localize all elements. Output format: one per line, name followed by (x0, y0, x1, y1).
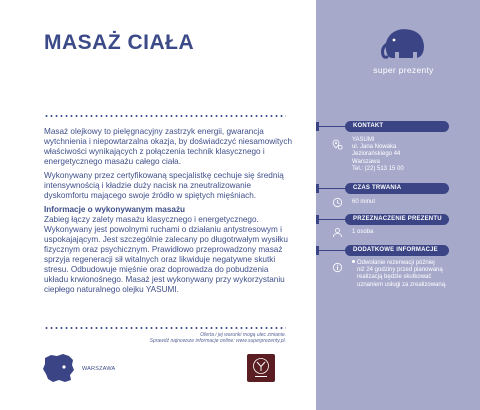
contact-details (352, 137, 404, 173)
description-paragraph: Wykonywany przez certyfikowaną specjalistkę cechuje się średnią intensywnością i kładzie duży nacisk na zneutralizowanie dyskomfortu mającego swoje źródło w spiętych mięśniach. (44, 171, 284, 200)
city-label: WARSZAWA (82, 366, 116, 372)
description (44, 127, 294, 299)
footnote-line: Oferta i jej warunki mogą ulec zmianie. (200, 332, 286, 338)
contact-line: Warszawa (352, 158, 380, 165)
recipients-section-label: PRZEZNACZENIE PREZENTU (353, 216, 442, 222)
details-paragraph: Zabieg łączy zalety masażu klasycznego i energetycznego. Wykonywany jest powolnymi ruchami o działaniu antystresowym i uspokajającym. Jest szczególnie zalecany po długotrwałym wysiłku fizycznym oraz psychicznym. Prawidłowo przeprowadzony masaż sprzyja regeneracji sił witalnych oraz likwiduje negatywne skutki stresu. Odbudowuje mięśnie oraz doprowadza do pobudzenia układu krwionośnego. Masaż jest wykonywany przy wykorzystaniu ciepłego naturalnego olejku YASUMI. (44, 215, 288, 294)
location-phone-icon (332, 139, 343, 150)
recipients-value: 1 osoba (352, 229, 374, 235)
dotted-divider-top (44, 115, 286, 117)
offer-footnote (44, 332, 286, 344)
extra-line: uznaniem usługi za zrealizowaną. (357, 281, 447, 288)
extra-line: Odwołanie rezerwacji później (357, 260, 435, 266)
description-paragraph: Masaż olejkowy to pielęgnacyjny zastrzyk energii, gwarancja wytchnienia i niepowtarzalna okazja, by doświadczyć niesamowitych właściwości wynikających z połączenia technik klasycznego i energetycznego masażu całego ciała. (44, 127, 293, 166)
extra-line: niż 24 godziny przed planowaną (357, 267, 443, 274)
duration-value: 60 minut (352, 199, 376, 205)
page-title: MASAŻ CIAŁA (44, 31, 195, 54)
poland-map-icon (40, 350, 76, 386)
contact-line: ul. Jana Nowaka (352, 144, 397, 151)
extra-section-header (345, 245, 449, 256)
clock-icon (332, 197, 343, 208)
contact-section-label: KONTAKT (353, 123, 384, 129)
info-icon (332, 262, 343, 273)
extra-line: realizacją będzie skutkować (357, 274, 432, 281)
elephant-logo-icon (377, 24, 431, 64)
dotted-divider-bottom (44, 327, 286, 329)
yasumi-logo (247, 354, 275, 382)
bullet-icon (352, 260, 355, 263)
extra-info (352, 260, 447, 289)
duration-section-label: CZAS TRWANIA (353, 185, 402, 191)
contact-line: Tel.: (22) 513 15 00 (352, 165, 404, 172)
contact-line: YASUMI (352, 137, 375, 143)
contact-section-header (345, 121, 449, 132)
duration-section-header (345, 183, 449, 194)
footnote-line: Sprawdź najnowsze informacje online: www.superprezenty.pl. (149, 338, 286, 344)
details-heading: Informacje o wykonywanym masażu (44, 205, 186, 214)
extra-section-label: DODATKOWE INFORMACJE (353, 247, 438, 253)
contact-line: Jeziorańskiego 44 (352, 151, 401, 158)
person-icon (332, 227, 343, 238)
brand-name: super prezenty (373, 65, 434, 75)
recipients-section-header (345, 214, 449, 225)
